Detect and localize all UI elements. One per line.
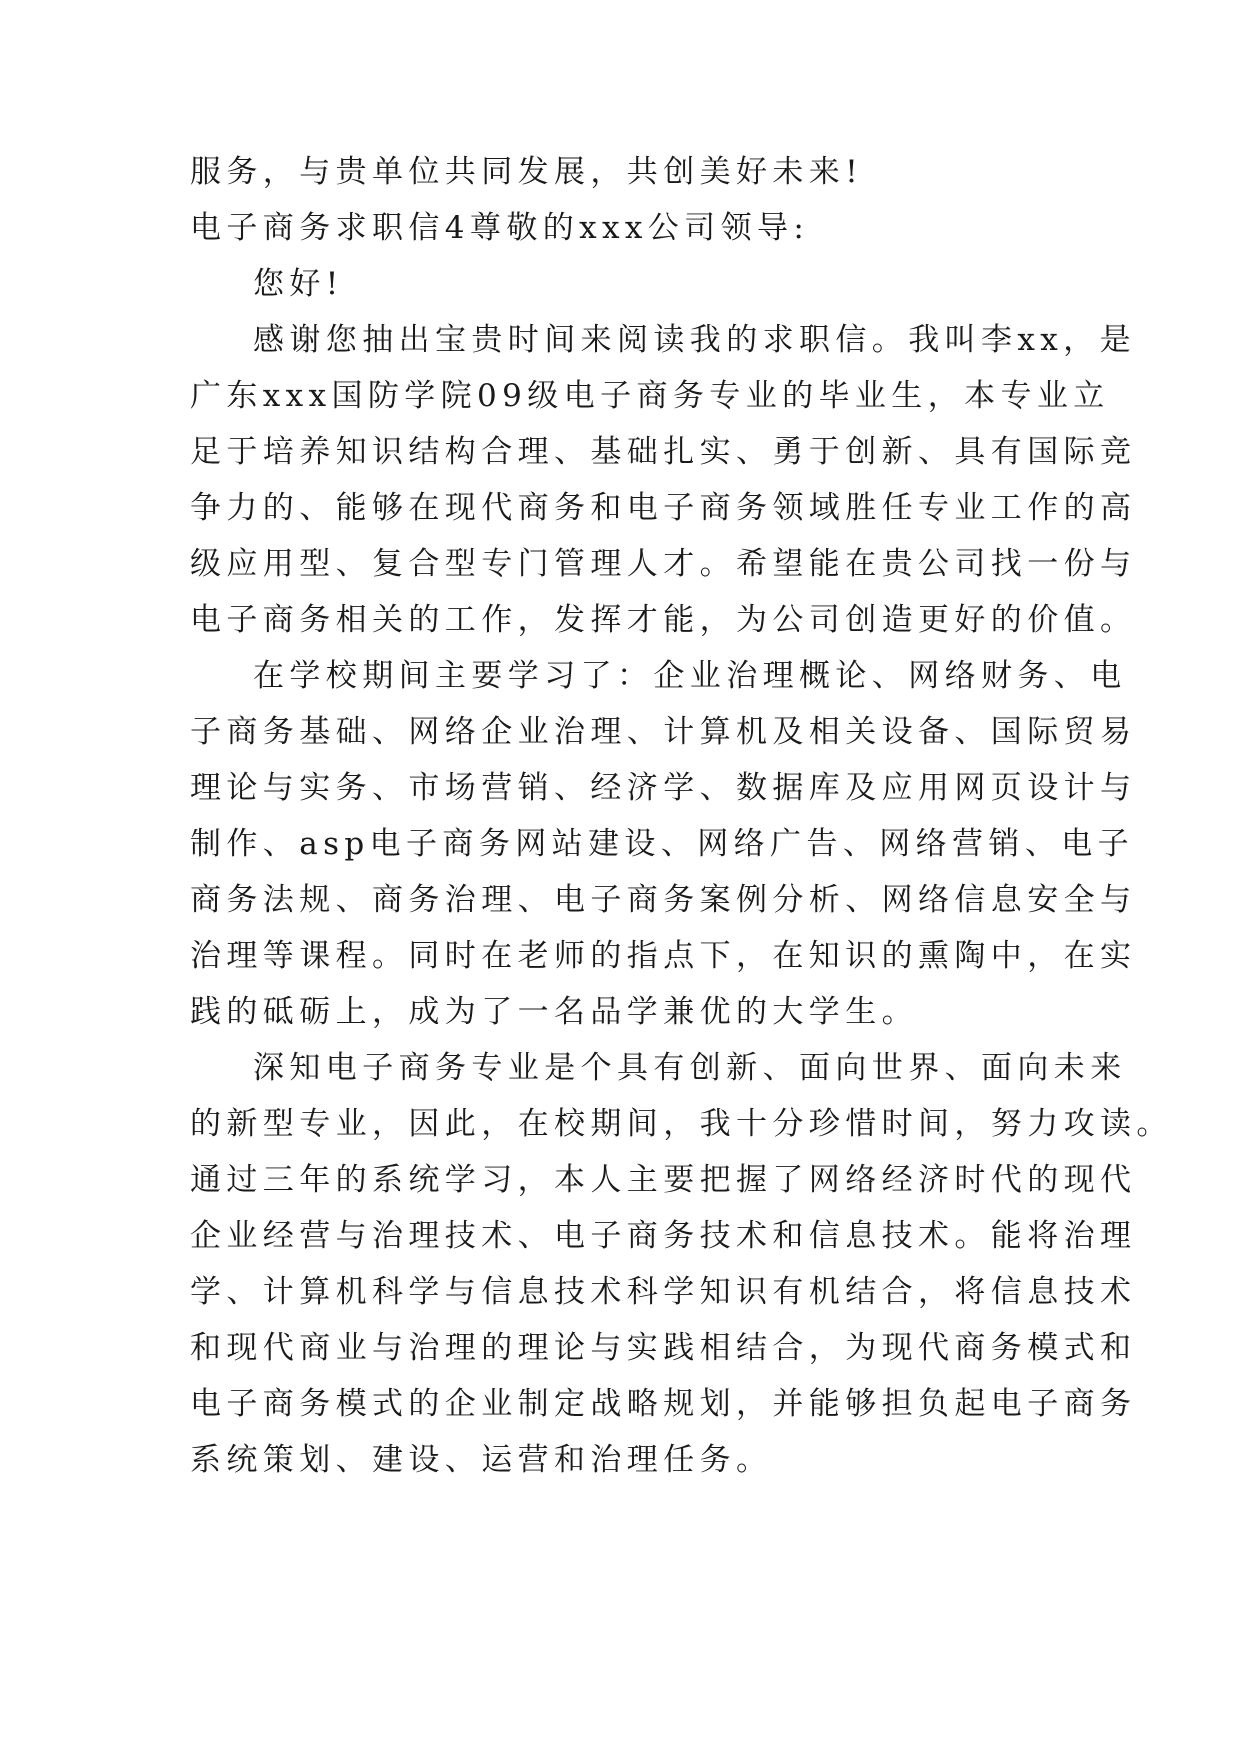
text-line: 子商务基础、网络企业治理、计算机及相关设备、国际贸易: [190, 714, 1137, 750]
text-line: 感谢您抽出宝贵时间来阅读我的求职信。我叫李xx，是: [253, 322, 1136, 358]
text-line: 商务法规、商务治理、电子商务案例分析、网络信息安全与: [190, 882, 1137, 918]
text-line: 企业经营与治理技术、电子商务技术和信息技术。能将治理: [190, 1218, 1137, 1254]
text-line: 系统策划、建设、运营和治理任务。: [190, 1442, 773, 1478]
text-line: 级应用型、复合型专门管理人才。希望能在贵公司找一份与: [190, 546, 1137, 582]
text-line: 在学校期间主要学习了：企业治理概论、网络财务、电: [253, 658, 1127, 694]
text-line: 治理等课程。同时在老师的指点下，在知识的熏陶中，在实: [190, 938, 1137, 974]
text-line: 通过三年的系统学习，本人主要把握了网络经济时代的现代: [190, 1162, 1137, 1198]
text-line-heading-salutation: 电子商务求职信4尊敬的xxx公司领导:: [190, 210, 810, 246]
text-line-continuation: 服务，与贵单位共同发展，共创美好未来!: [190, 154, 864, 190]
text-line: 争力的、能够在现代商务和电子商务领域胜任专业工作的高: [190, 490, 1137, 526]
text-line: 足于培养知识结构合理、基础扎实、勇于创新、具有国际竞: [190, 434, 1137, 470]
text-line: 践的砥砺上，成为了一名品学兼优的大学生。: [190, 994, 918, 1030]
text-line-greeting: 您好!: [253, 266, 344, 302]
text-line: 深知电子商务专业是个具有创新、面向世界、面向未来: [253, 1050, 1127, 1086]
text-line: 电子商务模式的企业制定战略规划，并能够担负起电子商务: [190, 1386, 1137, 1422]
text-line: 广东xxx国防学院09级电子商务专业的毕业生，本专业立: [190, 378, 1110, 414]
text-line: 和现代商业与治理的理论与实践相结合，为现代商务模式和: [190, 1330, 1137, 1366]
text-line: 制作、asp电子商务网站建设、网络广告、网络营销、电子: [190, 826, 1135, 862]
text-line: 理论与实务、市场营销、经济学、数据库及应用网页设计与: [190, 770, 1137, 806]
text-line: 学、计算机科学与信息技术科学知识有机结合，将信息技术: [190, 1274, 1137, 1310]
text-line: 的新型专业，因此，在校期间，我十分珍惜时间，努力攻读。: [190, 1106, 1173, 1142]
text-line: 电子商务相关的工作，发挥才能，为公司创造更好的价值。: [190, 602, 1137, 638]
